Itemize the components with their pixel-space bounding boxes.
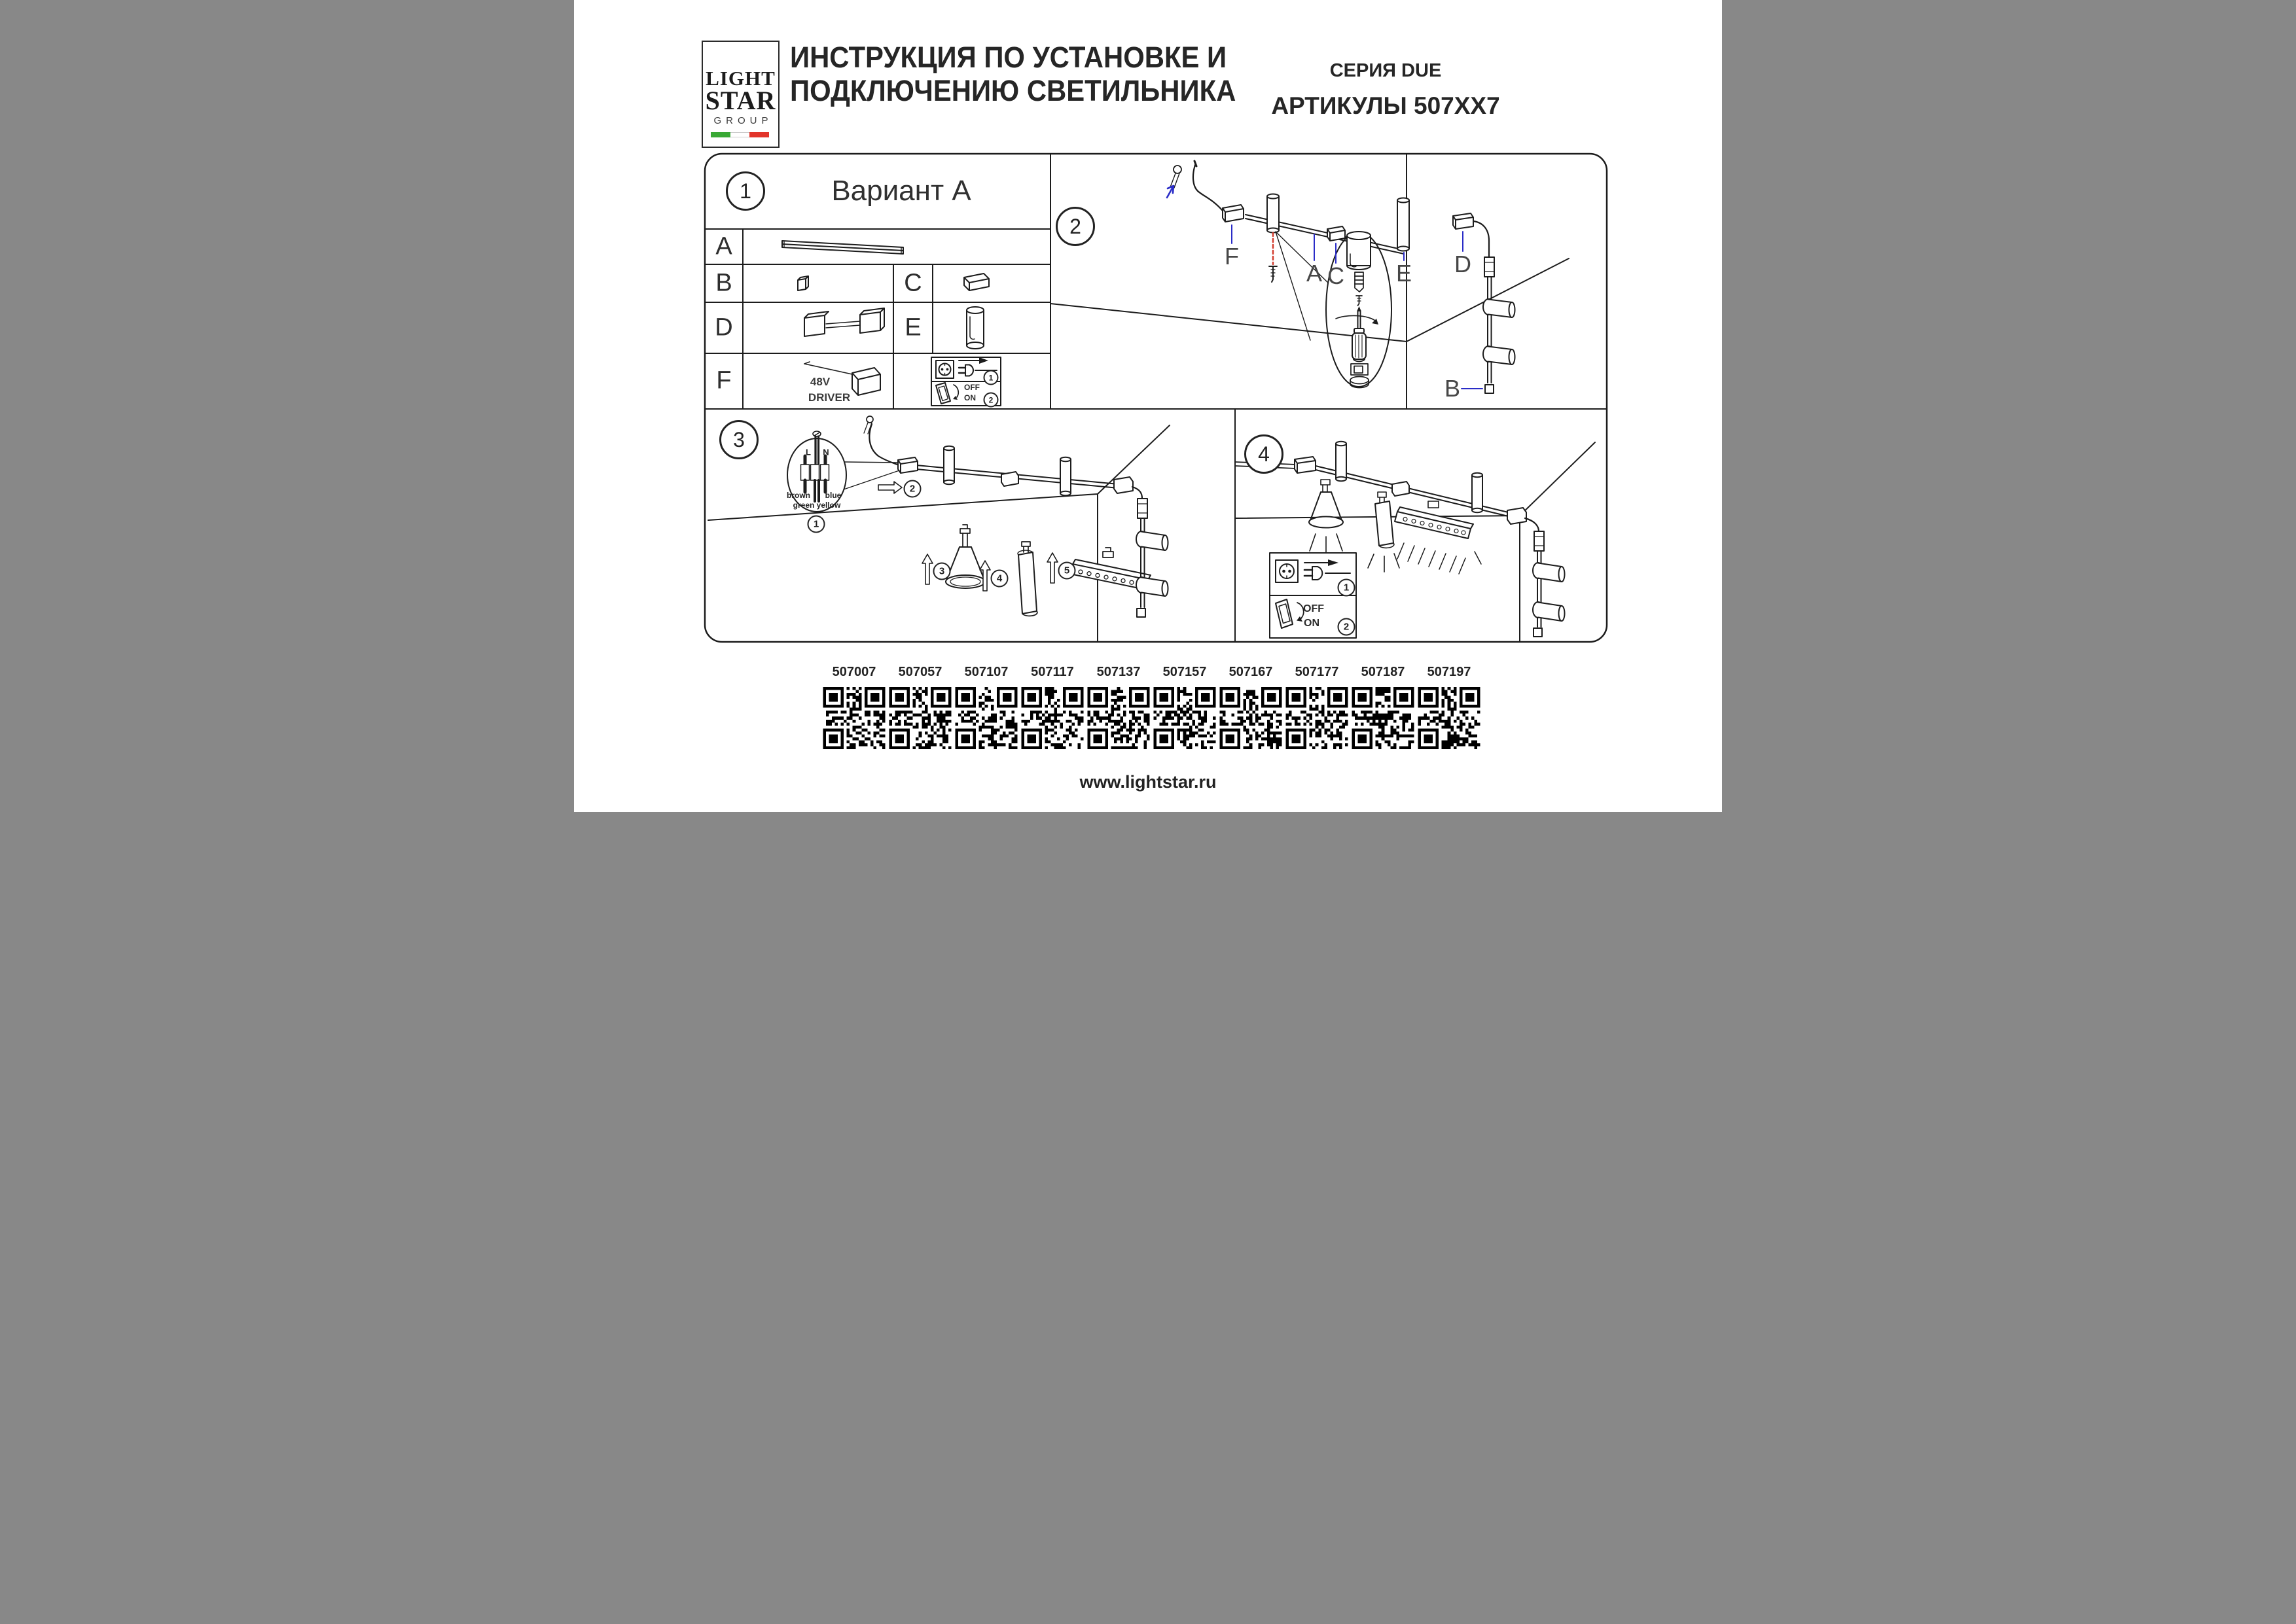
light-rays <box>1368 554 1399 572</box>
panel3-wall-assembly <box>1132 487 1168 617</box>
qr-code <box>889 687 952 749</box>
qr-code <box>1022 687 1084 749</box>
track-connector-c <box>1327 226 1345 241</box>
wall-spot-2 <box>1483 346 1515 364</box>
part-e-post-drawing <box>967 307 984 349</box>
wall-sleeve <box>1484 257 1494 277</box>
wire-l-label: L <box>806 447 811 457</box>
part-c-connector-drawing <box>964 274 989 291</box>
switch-step-badge-4: 2 <box>1338 618 1355 636</box>
panel3-room <box>708 425 1170 642</box>
ceiling-post-2 <box>1472 473 1482 512</box>
qr-article-number: 507197 <box>1427 665 1471 679</box>
switch-step-badge: 2 <box>984 393 999 408</box>
part-a-track-drawing <box>782 241 903 254</box>
part-d-flex-connector-drawing <box>804 308 884 336</box>
step-1-circle: 1 <box>726 171 765 211</box>
mount-badge-3: 3 <box>933 563 951 580</box>
wire-greenyellow-label: green yellow <box>793 501 841 510</box>
brand-logo <box>702 41 780 148</box>
hang-arrow-icon <box>1167 186 1174 198</box>
callout-d: D <box>1454 251 1471 277</box>
panel3-track-assembly <box>898 446 1133 495</box>
panel2-track-assembly <box>1223 194 1409 255</box>
ceiling-post-1 <box>944 446 954 484</box>
qr-code <box>1088 687 1150 749</box>
switch-on-label: ON <box>964 393 976 402</box>
page-title: ИНСТРУКЦИЯ ПО УСТАНОВКЕ И ПОДКЛЮЧЕНИЮ СВЕТИЛЬНИКА <box>790 41 1236 107</box>
logo-word-group: GROUP <box>713 115 773 126</box>
screw-icon <box>1356 296 1362 306</box>
qr-code <box>1220 687 1282 749</box>
qr-code <box>1286 687 1348 749</box>
qr-article-number: 507137 <box>1096 665 1141 679</box>
qr-article-number: 507187 <box>1361 665 1405 679</box>
step-4-circle: 4 <box>1244 434 1283 474</box>
switch-off-label: OFF <box>964 383 980 392</box>
callout-a: A <box>1306 260 1323 287</box>
wall-spot-1 <box>1483 299 1515 317</box>
terminal-screw <box>813 431 821 436</box>
qr-code <box>1154 687 1216 749</box>
panel4-wall-assembly <box>1525 518 1565 637</box>
series-name: СЕРИЯ DUE <box>1329 60 1442 81</box>
feed-step-badge: 2 <box>904 480 922 498</box>
wire-n-label: N <box>823 447 829 457</box>
step-2-circle: 2 <box>1056 207 1095 246</box>
magnified-clip <box>1351 364 1368 375</box>
ceiling-post-2 <box>1060 457 1071 495</box>
wire-brown-label: brown <box>787 491 810 500</box>
row-label-b: B <box>715 269 732 297</box>
cylinder-lamp-loose <box>1018 542 1037 616</box>
driver-box <box>1295 457 1316 473</box>
wall-endcap-b <box>1485 385 1494 393</box>
articles-mask: АРТИКУЛЫ 507XX7 <box>1271 92 1500 119</box>
qr-article-number: 507117 <box>1031 665 1074 679</box>
ceiling-post-1 <box>1336 442 1346 481</box>
series-info <box>1229 60 1543 120</box>
wall-connector-d <box>1453 213 1473 229</box>
switch-off-label-4: OFF <box>1303 603 1324 614</box>
track-connector <box>1392 482 1409 496</box>
switch-on-label-4: ON <box>1304 618 1319 629</box>
qr-article-number: 507177 <box>1295 665 1339 679</box>
step-3-circle: 3 <box>719 420 759 459</box>
screwdriver-icon <box>1336 306 1378 361</box>
magnified-post <box>1347 232 1371 270</box>
callout-f: F <box>1225 243 1239 270</box>
terminal-block <box>801 465 829 480</box>
cone-lamp-loose <box>946 525 985 588</box>
driver-word: DRIVER <box>808 391 851 404</box>
callout-c: C <box>1327 262 1344 289</box>
logo-word-star: STAR <box>705 86 776 115</box>
instruction-sheet <box>574 0 1722 812</box>
corner-connector <box>1114 477 1133 493</box>
wall-anchor-icon <box>1355 272 1363 292</box>
qr-article-number: 507057 <box>898 665 942 679</box>
ceiling-post-e <box>1397 198 1409 251</box>
mount-badge-4: 4 <box>991 570 1009 588</box>
plug-step-badge-4: 1 <box>1338 579 1355 597</box>
cylinder-lamp-installed <box>1368 492 1399 572</box>
italy-flag-stripe <box>711 132 769 137</box>
logo-word-light: LIGHT <box>706 67 776 90</box>
row-label-f: F <box>716 366 732 395</box>
row-label-a: A <box>715 232 732 260</box>
qr-code <box>823 687 886 749</box>
track-connector <box>1001 472 1018 486</box>
variant-title: Вариант А <box>831 175 971 207</box>
qr-article-number: 507167 <box>1229 665 1273 679</box>
wiring-step-badge: 1 <box>808 516 825 533</box>
row-label-c: C <box>904 269 922 297</box>
driver-voltage: 48V <box>810 376 831 388</box>
mounting-screw <box>1269 266 1277 282</box>
callout-b: B <box>1444 375 1461 402</box>
qr-article-number: 507157 <box>1162 665 1207 679</box>
light-rays <box>1310 534 1342 555</box>
driver-box <box>898 457 918 473</box>
qr-code <box>1418 687 1480 749</box>
callout-e: E <box>1395 260 1412 287</box>
qr-article-number: 507007 <box>832 665 876 679</box>
corner-connector <box>1507 508 1526 524</box>
feed-direction-arrow <box>878 482 902 493</box>
website-url: www.lightstar.ru <box>1079 772 1217 792</box>
qr-code <box>956 687 1018 749</box>
qr-code <box>1352 687 1414 749</box>
panel3-hanging-wire <box>864 416 899 465</box>
ceiling-post-1 <box>1267 194 1279 233</box>
row-label-e: E <box>905 313 922 342</box>
qr-article-number: 507107 <box>964 665 1009 679</box>
panel2-hanging-wire <box>1170 161 1223 211</box>
wire-blue-label: blue <box>825 491 842 500</box>
linear-lamp-installed <box>1395 501 1481 574</box>
mount-badge-5: 5 <box>1058 562 1076 580</box>
light-rays <box>1397 543 1481 574</box>
plug-step-badge: 1 <box>984 370 999 385</box>
row-label-d: D <box>715 313 733 342</box>
driver-box <box>1223 205 1244 222</box>
part-b-endcap-drawing <box>798 276 808 291</box>
